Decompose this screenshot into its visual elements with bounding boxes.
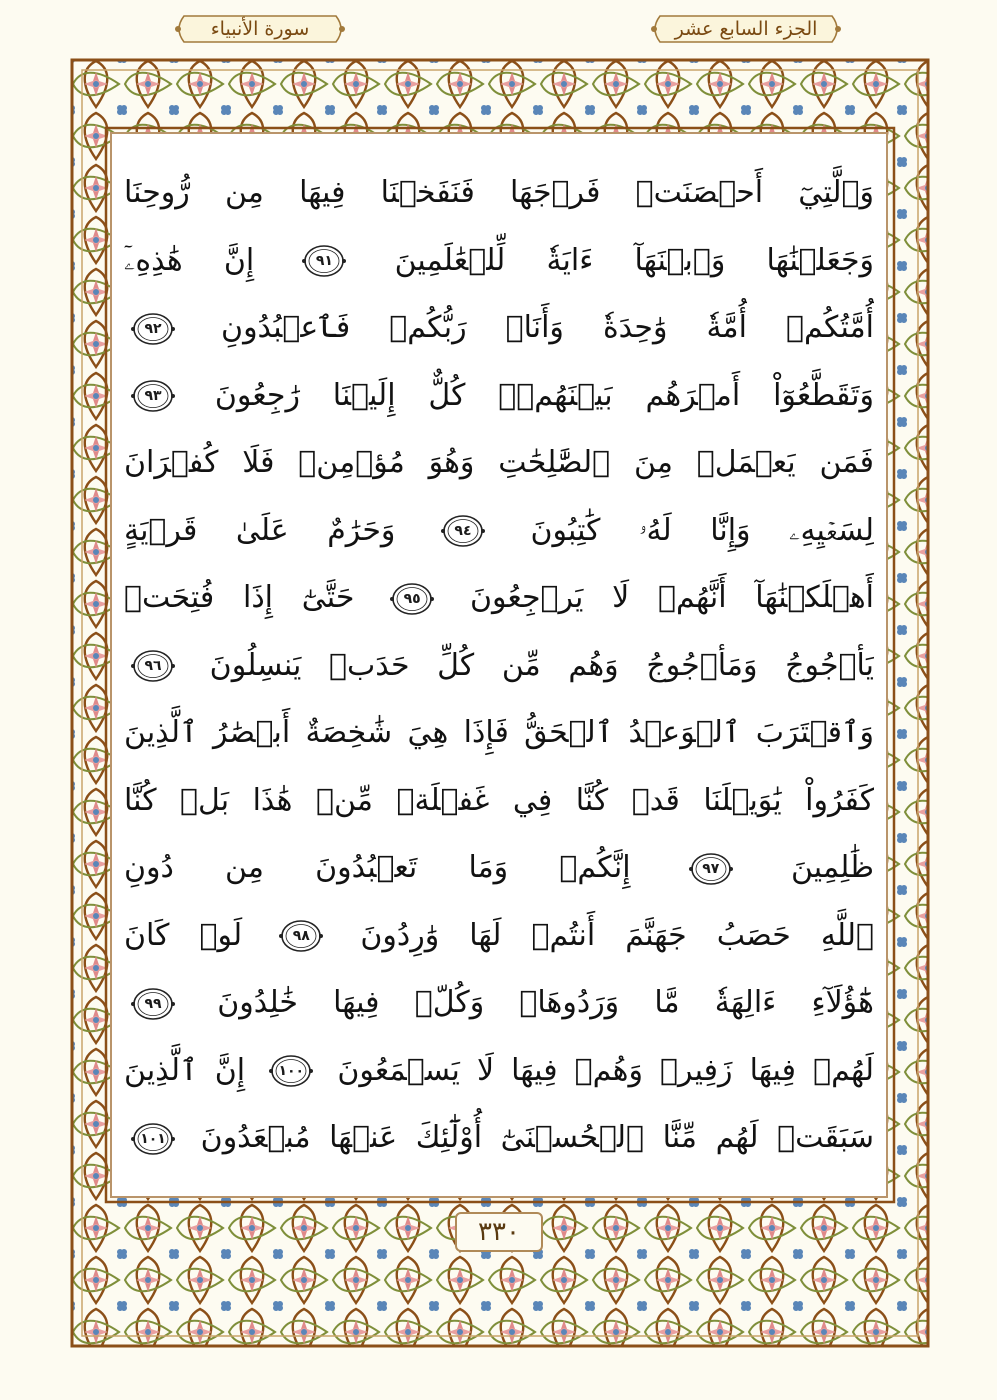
verse-line [124,835,874,901]
ayah-number-marker [688,849,734,889]
ayah-number-marker [268,1051,314,1091]
surah-name: سورة الأنبياء [210,18,310,40]
verse-text: أَهۡلَكۡنَٰهَآ أَنَّهُمۡ لَا يَرۡجِعُونَ [469,580,874,615]
verse-text: وَتَقَطَّعُوٓاْ أَمۡرَهُم بَيۡنَهُمۡۖ كُلٌّ إِلَيۡنَا رَٰجِعُونَ [214,377,874,413]
verse-text: لَوۡ كَانَ [124,917,243,953]
verse-line [124,363,874,429]
verse-line [124,498,874,564]
verse-text: سَبَقَتۡ لَهُم مِّنَّا ٱلۡحُسۡنَىٰٓ أُوْلَٰٓئِكَ عَنۡهَا مُبۡعَدُونَ [200,1120,874,1155]
verse-text: فَمَن يَعۡمَلۡ مِنَ ٱلصَّٰلِحَٰتِ وَهُوَ مُؤۡمِنٞ فَلَا كُفۡرَانَ [124,445,874,480]
ayah-number-marker [130,1119,176,1159]
ayah-number-marker [130,309,176,349]
verse-text: يَأۡجُوجُ وَمَأۡجُوجُ وَهُم مِّن كُلِّ حَدَبٖ يَنسِلُونَ [209,647,874,683]
verse-line [124,970,874,1036]
ayah-number-marker [440,511,486,551]
verse-line [124,1105,874,1171]
verse-text: وَٱلَّتِيٓ أَحۡصَنَتۡ فَرۡجَهَا فَنَفَخۡنَا فِيهَا مِن رُّوحِنَا [124,175,874,210]
juz-name-header [646,12,846,46]
verse-text: هَٰٓؤُلَآءِ ءَالِهَةٗ مَّا وَرَدُوهَاۖ وَكُلّٞ فِيهَا خَٰلِدُونَ [217,985,874,1020]
ayah-number-marker [278,916,324,956]
verse-line [124,430,874,496]
ayah-number: ٩٣ [144,388,162,404]
ayah-number: ٩١ [315,253,333,269]
verse-text: كَفَرُواْ يَٰوَيۡلَنَا قَدۡ كُنَّا فِي غَفۡلَةٖ مِّنۡ هَٰذَا بَلۡ كُنَّا [124,782,874,818]
page-number: ٣٣٠ [455,1212,543,1252]
verse-line [124,700,874,766]
text-panel [110,132,888,1198]
ayah-number: ٩٢ [144,320,162,337]
verse-text: لَهُمۡ فِيهَا زَفِيرٞ وَهُمۡ فِيهَا لَا يَسۡمَعُونَ [337,1052,874,1088]
verse-text: وَحَرَٰمٌ عَلَىٰ قَرۡيَةٍ [124,512,396,548]
verse-text: ٱللَّهِ حَصَبُ جَهَنَّمَ أَنتُمۡ لَهَا وَٰرِدُونَ [360,917,874,953]
verse-text: وَٱقۡتَرَبَ ٱلۡوَعۡدُ ٱلۡحَقُّ فَإِذَا هِيَ شَٰخِصَةٌ أَبۡصَٰرُ ٱلَّذِينَ [124,715,874,750]
surah-name-header [170,12,350,46]
ayah-number: ٩٦ [144,658,162,674]
ayah-number-marker [389,579,435,619]
verse-text: حَتَّىٰٓ إِذَا فُتِحَتۡ [124,580,355,615]
ayah-number: ٩٧ [702,860,720,877]
verse-text: ظَٰلِمِينَ [790,850,874,885]
ayah-number: ٩٨ [292,928,310,944]
verse-line [124,633,874,699]
ayah-number-marker [130,984,176,1024]
ayah-number: ٩٩ [144,995,162,1012]
verse-line [124,565,874,631]
verse-line [124,295,874,361]
ayah-number-marker [130,646,176,686]
verse-line [124,1038,874,1104]
ayah-number: ١٠٠ [278,1063,305,1079]
verse-line [124,160,874,226]
verse-text: وَجَعَلۡنَٰهَا وَٱبۡنَهَآ ءَايَةٗ لِّلۡعَٰلَمِينَ [394,242,874,278]
verse-text: إِنَّ ٱلَّذِينَ [124,1052,246,1088]
ayah-number-marker [301,241,347,281]
verse-text: إِنَّ هَٰذِهِۦٓ [124,242,255,278]
verse-line [124,768,874,834]
ayah-number: ٩٤ [454,523,472,539]
ayah-number: ٩٥ [403,590,421,607]
juz-name: الجزء السابع عشر [674,18,818,40]
ayah-number: ١٠١ [140,1130,166,1147]
verse-text: لِسَعۡيِهِۦ وَإِنَّا لَهُۥ كَٰتِبُونَ [530,512,874,548]
verse-text: إِنَّكُمۡ وَمَا تَعۡبُدُونَ مِن دُونِ [124,850,631,885]
verse-line [124,903,874,969]
ayah-number-marker [130,376,176,416]
verse-text: أُمَّتُكُمۡ أُمَّةٗ وَٰحِدَةٗ وَأَنَا۠ رَبُّكُمۡ فَٱعۡبُدُونِ [221,310,874,345]
verse-line [124,228,874,294]
